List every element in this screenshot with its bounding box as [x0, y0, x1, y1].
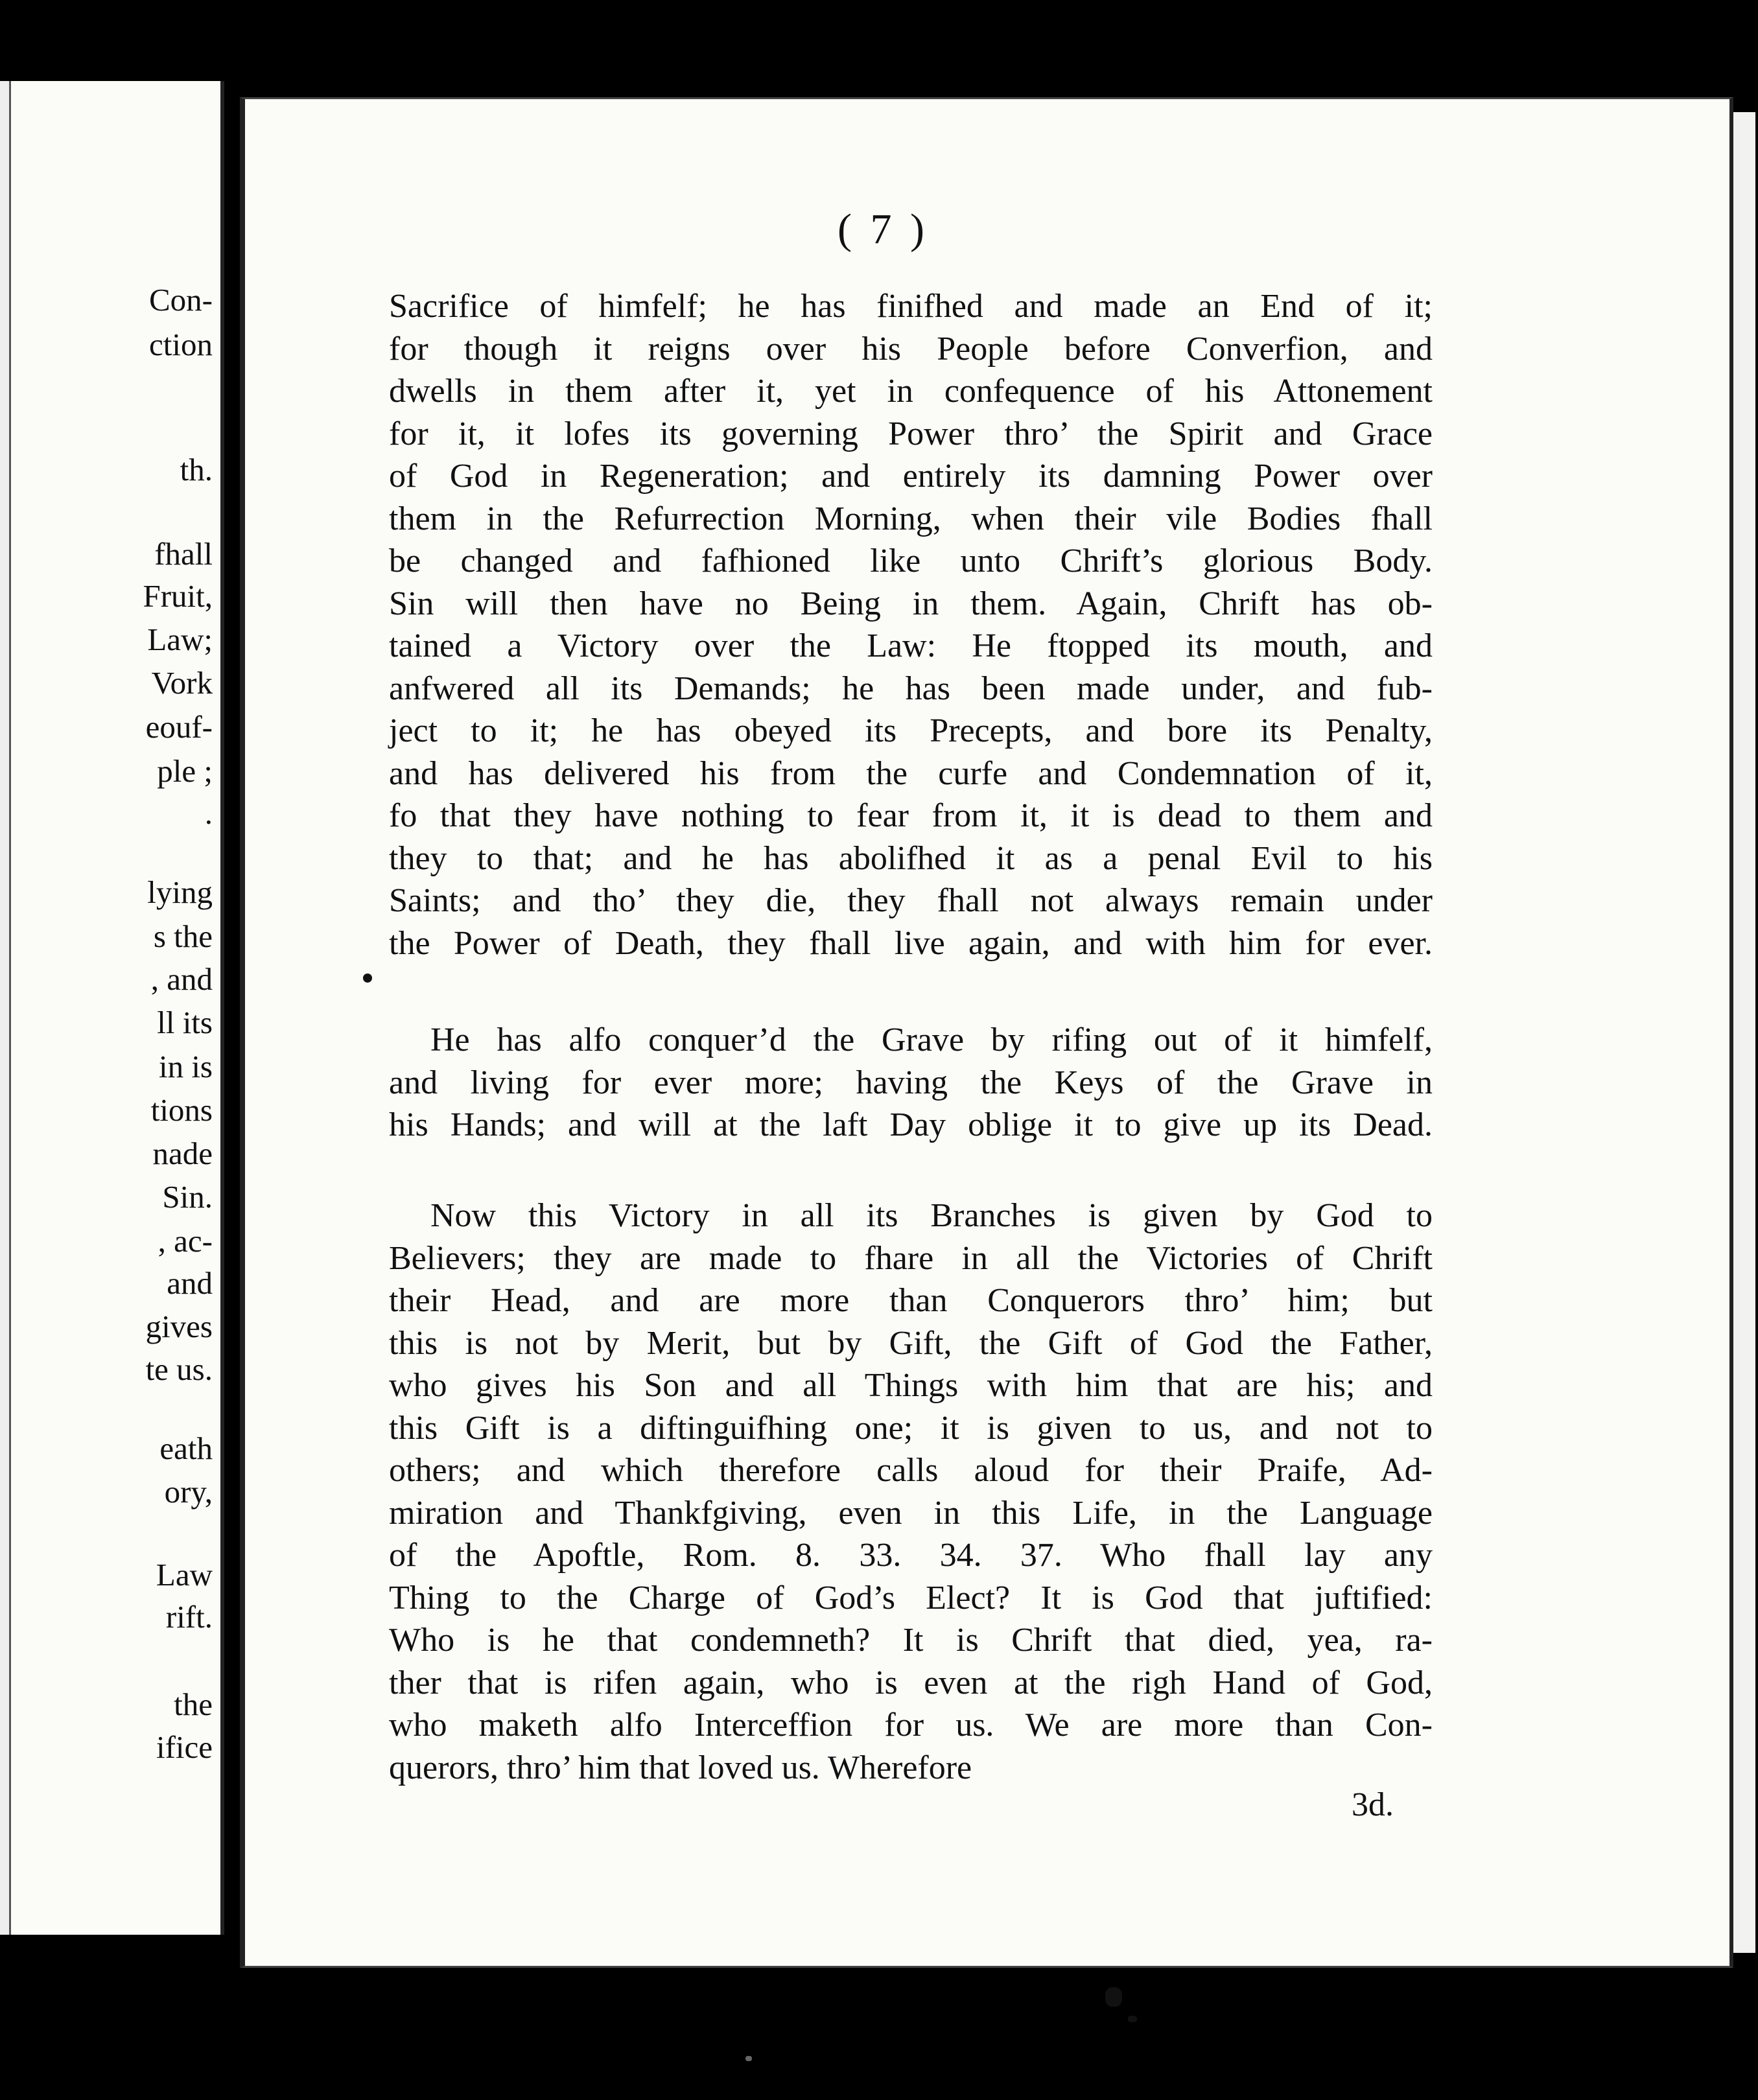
- text-line: and has delivered his from the curfe and Condemnation of it,: [389, 754, 1433, 792]
- text-line: their Head, and are more than Conquerors thro’ him; but: [389, 1282, 1433, 1319]
- left-page-line: lying: [147, 874, 213, 910]
- left-page-line: th.: [180, 452, 213, 487]
- text-line: his Hands; and will at the laft Day oblige it to give up its Dead.: [389, 1106, 1433, 1143]
- left-page-line: ifice: [156, 1729, 213, 1765]
- left-page-line: fhall: [154, 536, 213, 572]
- left-page-line: Vork: [151, 665, 213, 701]
- text-line: querors, thro’ him that loved us. Wherefore: [389, 1749, 972, 1786]
- margin-dot: [363, 974, 372, 983]
- left-page-line: and: [167, 1265, 213, 1301]
- text-line: they to that; and he has abolifhed it as a penal Evil to his: [389, 839, 1433, 877]
- text-line: and living for ever more; having the Keys of the Grave in: [389, 1064, 1433, 1101]
- text-line: Sacrifice of himfelf; he has finifhed and made an End of it;: [389, 288, 1433, 325]
- left-page-line: ll its: [157, 1005, 213, 1040]
- text-line: of God in Regeneration; and entirely its damning Power over: [389, 458, 1433, 495]
- scan-speck: [1128, 2016, 1137, 2022]
- text-line: for though it reigns over his People before Converfion, and: [389, 330, 1433, 368]
- text-line: ther that is rifen again, who is even at the righ Hand of God,: [389, 1664, 1433, 1701]
- left-page-line: ory,: [164, 1474, 213, 1510]
- left-page-line: , ac-: [158, 1223, 213, 1259]
- text-line: Thing to the Charge of God’s Elect? It is God that juftified:: [389, 1579, 1433, 1616]
- text-line: miration and Thankfgiving, even in this Life, in the Language: [389, 1494, 1433, 1532]
- page-number: ( 7 ): [838, 205, 928, 253]
- text-line: who gives his Son and all Things with him that are his; and: [389, 1367, 1433, 1404]
- left-page-line: gives: [145, 1309, 213, 1344]
- scan-speck: [745, 2056, 752, 2061]
- paragraph-1: [389, 285, 1433, 964]
- left-page-line: eath: [159, 1430, 213, 1466]
- paragraph-3: [389, 1195, 1433, 1789]
- text-line: be changed and fafhioned like unto Chrift’s glorious Body.: [389, 542, 1433, 579]
- text-line: Now this Victory in all its Branches is given by God to: [430, 1197, 1433, 1234]
- text-line: them in the Refurrection Morning, when their vile Bodies fhall: [389, 500, 1433, 537]
- left-page-line: the: [174, 1686, 213, 1722]
- text-line: fo that they have nothing to fear from it, it is dead to them and: [389, 797, 1433, 834]
- left-page-line: te us.: [145, 1351, 213, 1387]
- text-line: Who is he that condemneth? It is Chrift that died, yea, ra-: [389, 1622, 1433, 1659]
- text-line: ject to it; he has obeyed its Precepts, and bore its Penalty,: [389, 712, 1433, 749]
- left-page-line: Sin.: [162, 1179, 213, 1215]
- text-line: who maketh alfo Interceffion for us. We are more than Con-: [389, 1707, 1433, 1744]
- left-page-line: .: [204, 795, 213, 831]
- catchword: 3d.: [1352, 1786, 1394, 1823]
- left-page-line: ction: [149, 327, 213, 362]
- left-page-line: eouf-: [145, 709, 213, 745]
- left-page-line: ple ;: [157, 753, 213, 789]
- text-line: tained a Victory over the Law: He ftopped its mouth, and: [389, 627, 1433, 664]
- left-page-line: , and: [150, 961, 213, 997]
- text-line: Sin will then have no Being in them. Again, Chrift has ob-: [389, 585, 1433, 622]
- left-page-line: nade: [152, 1136, 213, 1171]
- text-line: this is not by Merit, but by Gift, the Gift of God the Father,: [389, 1324, 1433, 1362]
- text-line: of the Apoftle, Rom. 8. 33. 34. 37. Who fhall lay any: [389, 1537, 1433, 1574]
- left-page-line: in is: [158, 1049, 213, 1084]
- left-page-line: tions: [150, 1092, 213, 1128]
- text-line: dwells in them after it, yet in confequence of his Attonement: [389, 373, 1433, 410]
- text-line: Saints; and tho’ they die, they fhall not always remain under: [389, 882, 1433, 919]
- left-page-line: Fruit,: [143, 578, 213, 614]
- left-page-line: Law: [156, 1557, 213, 1592]
- left-page-line: Law;: [147, 622, 213, 657]
- left-page-line: rift.: [165, 1599, 213, 1635]
- text-line: for it, it lofes its governing Power thro’ the Spirit and Grace: [389, 415, 1433, 452]
- scan-speck: [1105, 1987, 1122, 2007]
- left-page-edge: [0, 81, 11, 1935]
- text-line: this Gift is a diftinguifhing one; it is given to us, and not to: [389, 1409, 1433, 1447]
- text-line: Believers; they are made to fhare in all the Victories of Chrift: [389, 1239, 1433, 1277]
- left-page-line: s the: [153, 918, 213, 954]
- text-line: others; and which therefore calls aloud for their Praife, Ad-: [389, 1452, 1433, 1489]
- text-line: the Power of Death, they fhall live again, and with him for ever.: [389, 924, 1433, 962]
- left-page-line: Con-: [149, 282, 213, 318]
- text-line: anfwered all its Demands; he has been made under, and fub-: [389, 670, 1433, 707]
- text-line: He has alfo conquer’d the Grave by rifing out of it himfelf,: [430, 1021, 1433, 1058]
- paragraph-2: [389, 1019, 1433, 1147]
- left-page: [0, 81, 224, 1935]
- right-page-edge: [1731, 112, 1755, 1953]
